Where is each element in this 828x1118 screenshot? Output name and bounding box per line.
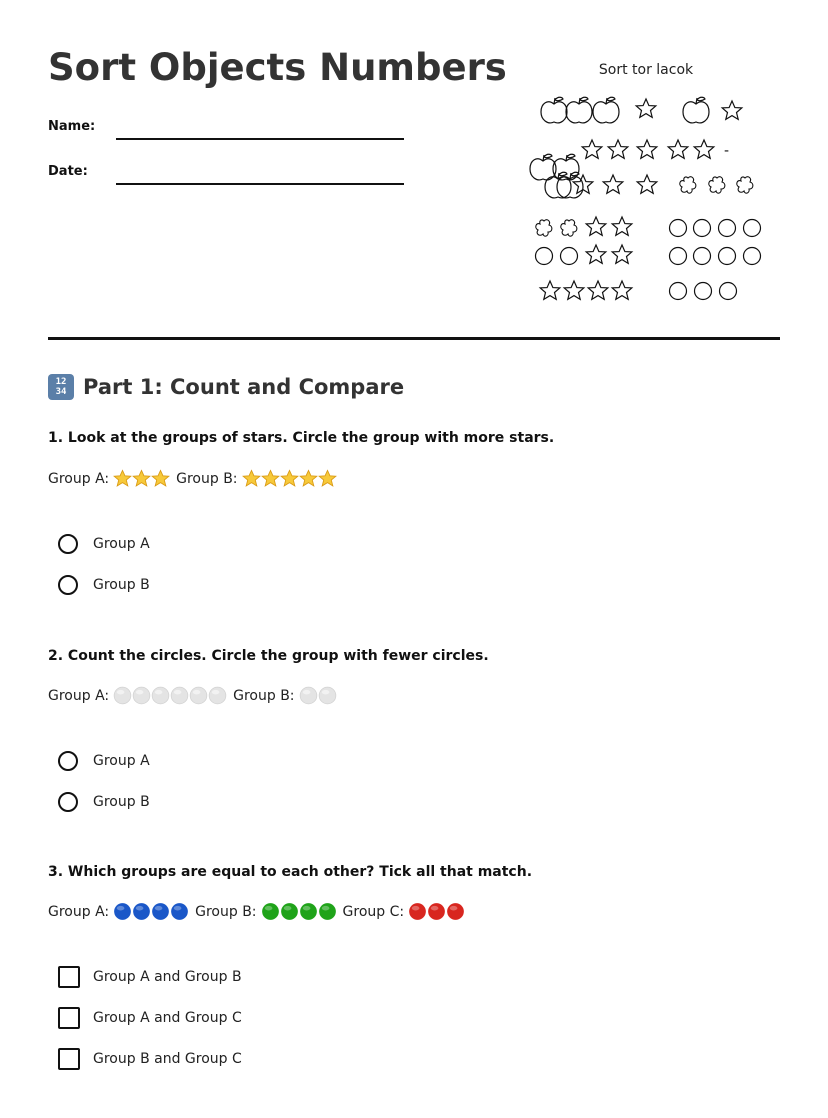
green-circle-icon: [261, 902, 280, 921]
star-icon: [113, 469, 132, 488]
question-2-groups: [48, 686, 343, 705]
red-circle-icon: [408, 902, 427, 921]
option-label: Group A: [93, 753, 150, 769]
name-label: Name:: [48, 119, 96, 134]
group-c-label: Group C:: [342, 903, 405, 920]
radio-circle-icon[interactable]: [58, 534, 78, 554]
option-label: Group B and Group C: [93, 1051, 242, 1067]
white-circle-icon: [299, 686, 318, 705]
radio-circle-icon[interactable]: [58, 751, 78, 771]
group-b-objects: [261, 902, 337, 921]
star-icon: [280, 469, 299, 488]
green-circle-icon: [299, 902, 318, 921]
star-icon: [318, 469, 337, 488]
q1-option-group-a[interactable]: [58, 534, 150, 554]
star-icon: [261, 469, 280, 488]
group-a-objects: [113, 686, 227, 705]
q2-option-group-b[interactable]: [58, 792, 150, 812]
option-label: Group B: [93, 794, 150, 810]
checkbox-icon[interactable]: [58, 1048, 80, 1070]
checkbox-icon[interactable]: [58, 1007, 80, 1029]
q3-option-a-and-c[interactable]: [58, 1007, 242, 1029]
part-1-title: [48, 374, 404, 400]
q3-option-a-and-b[interactable]: [58, 966, 242, 988]
question-1-groups: [48, 469, 343, 488]
group-b-label: Group B:: [233, 687, 295, 704]
radio-circle-icon[interactable]: [58, 792, 78, 812]
white-circle-icon: [113, 686, 132, 705]
question-3-text: 3. Which groups are equal to each other? Tick all that match.: [48, 864, 533, 880]
group-b-objects: [299, 686, 337, 705]
question-2-text: 2. Count the circles. Circle the group with fewer circles.: [48, 648, 489, 664]
clipart-caption: Sort tor lacok: [598, 62, 694, 78]
blue-circle-icon: [113, 902, 132, 921]
sorting-clipart: [526, 56, 780, 326]
group-a-label: Group A:: [48, 687, 110, 704]
group-c-objects: [408, 902, 465, 921]
blue-circle-icon: [132, 902, 151, 921]
blue-circle-icon: [170, 902, 189, 921]
green-circle-icon: [318, 902, 337, 921]
white-circle-icon: [151, 686, 170, 705]
radio-circle-icon[interactable]: [58, 575, 78, 595]
option-label: Group A and Group C: [93, 1010, 242, 1026]
white-circle-icon: [189, 686, 208, 705]
group-a-objects: [113, 902, 189, 921]
question-1-text: 1. Look at the groups of stars. Circle the group with more stars.: [48, 430, 555, 446]
part-1-title-text: Part 1: Count and Compare: [83, 375, 405, 399]
option-label: Group A: [93, 536, 150, 552]
q2-option-group-a[interactable]: [58, 751, 150, 771]
group-b-label: Group B:: [195, 903, 257, 920]
star-icon: [299, 469, 318, 488]
option-label: Group B: [93, 577, 150, 593]
group-a-objects: [113, 469, 170, 488]
checkbox-icon[interactable]: [58, 966, 80, 988]
group-a-label: Group A:: [48, 903, 110, 920]
section-divider: [48, 337, 780, 340]
numbers-keycap-icon: 12 34: [48, 374, 74, 400]
blue-circle-icon: [151, 902, 170, 921]
white-circle-icon: [132, 686, 151, 705]
date-label: Date:: [48, 164, 88, 179]
date-field[interactable]: [116, 183, 404, 185]
q1-option-group-b[interactable]: [58, 575, 150, 595]
name-field[interactable]: [116, 138, 404, 140]
q3-option-b-and-c[interactable]: [58, 1048, 242, 1070]
group-b-label: Group B:: [176, 470, 238, 487]
question-3-groups: [48, 902, 471, 921]
clipart-drawing: [526, 56, 780, 326]
star-icon: [242, 469, 261, 488]
clipart-dash: -: [724, 143, 730, 159]
option-label: Group A and Group B: [93, 969, 242, 985]
star-icon: [132, 469, 151, 488]
red-circle-icon: [427, 902, 446, 921]
group-a-label: Group A:: [48, 470, 110, 487]
white-circle-icon: [208, 686, 227, 705]
white-circle-icon: [318, 686, 337, 705]
group-b-objects: [242, 469, 337, 488]
green-circle-icon: [280, 902, 299, 921]
white-circle-icon: [170, 686, 189, 705]
page-title: Sort Objects Numbers: [48, 46, 507, 89]
star-icon: [151, 469, 170, 488]
red-circle-icon: [446, 902, 465, 921]
